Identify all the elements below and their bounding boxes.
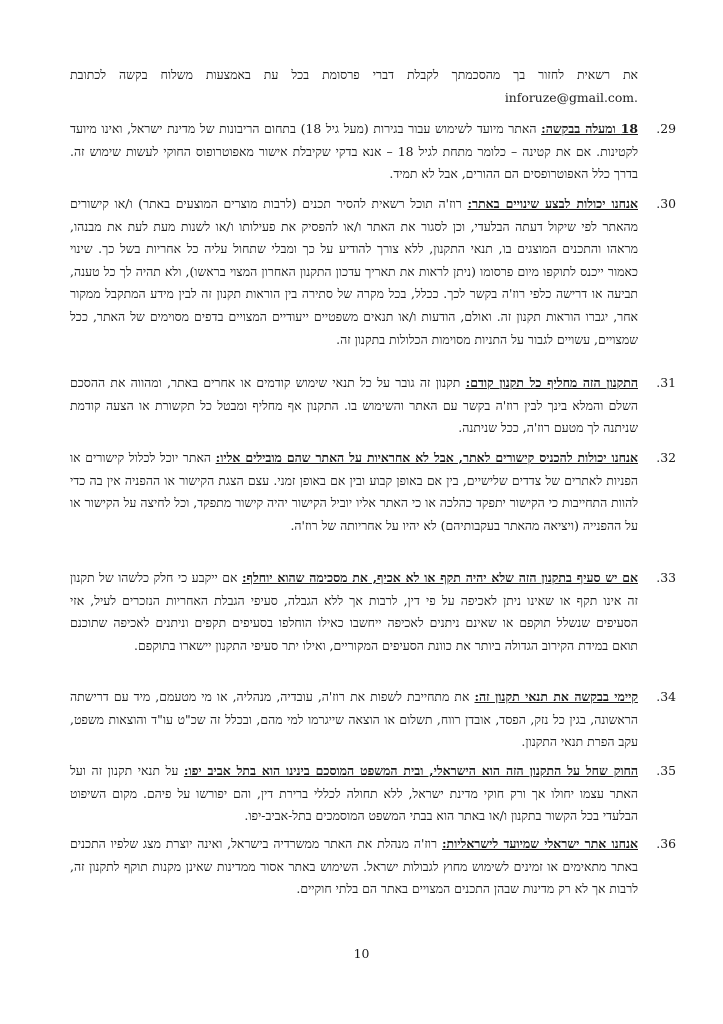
clause-text: רוז'ה מנהלת את האתר ממשרדיה בישראל, ואינה יוצרת מצג שלפיו התכנים באתר מתאימים או זמינים לשימוש מחוץ לגבולות ישראל. השימוש באתר אסור ממדינות שאינן מקנות תוקף לתקנון זה, לרבות אך לא רק מדינות שבהן התכנים המצויים באתר הם בלתי חוקיים. — [70, 836, 638, 897]
clause-heading: קיימי בבקשה את תנאי תקנון זה: — [474, 689, 638, 704]
clause-text: האתר יוכל לכלול קישורים או הפניות לאתרים של צדדים שלישיים, בין אם באופן קבוע ובין אם באופן זמני. עצם הצגת הקישור או ההפניה אין בה כדי להוות התחייבות כי הקישור יתפקד כהלכה או כי האתר אליו יוביל הקישור יהיה קישור מתפקד, וכל לחיצה על הקישור או על ההפנייה (ויציאה מהאתר בעקבותיהם) לא יהיו על אחריותה של רוז'ה. — [70, 450, 638, 533]
clause-heading: התקנון הזה מחליף כל תקנון קודם: — [465, 375, 638, 390]
clause-number: .36 — [656, 836, 676, 851]
clause-heading: אנחנו אתר ישראלי שמיועד לישראליות: — [441, 836, 638, 851]
clause-36 — [70, 833, 676, 901]
clause-text: על תנאי תקנון זה ועל האתר עצמו יחולו אך ורק חוקי מדינת ישראל, ללא תחולה לכללי ברירת דין, והם יפורשו על פיהם. מקום השיפוט הבלעדי בכל הקשור בתקנון ו/או באתר הוא בבתי המשפט המוסמכים בתל-אביב-יפו. — [70, 763, 638, 824]
clause-heading: אנחנו יכולות להכניס קישורים לאתר, אבל לא אחראיות על האתר שהם מובילים אליו: — [215, 450, 639, 465]
clause-35 — [70, 760, 676, 828]
clause-heading: אנחנו יכולות לבצע שינויים באתר: — [467, 196, 638, 211]
clause-heading: 18 ומעלה בבקשה: — [541, 121, 638, 136]
clause-32 — [70, 447, 676, 537]
clause-text: תקנון זה גובר על כל תנאי שימוש קודמים או אחרים באתר, ומהווה את ההסכם השלם והמלא בינך לבין רוז'ה בקשר עם האתר והשימוש בו. התקנון אף מחליף ומבטל כל תקשורת או הצעה קודמת שניתנה לך מטעם רוז'ה, ככל שניתנה. — [70, 375, 638, 436]
clause-31 — [70, 372, 676, 440]
clause-text: את מתחייבת לשפות את רוז'ה, עובדיה, מנהליה, או מי מטעמם, מיד עם דרישתה הראשונה, בגין כל נזק, הפסד, אובדן רווח, תשלום או הוצאה שייגרמו למי מהם, ובכלל זה שכ"ט עו"ד והוצאות משפט, עקב הפרת תנאי התקנון. — [70, 689, 638, 750]
clause-heading: אם יש סעיף בתקנון הזה שלא יהיה תקף או לא אכיף, את מסכימה שהוא יוחלף: — [241, 570, 638, 585]
page-number: 10 — [353, 946, 370, 961]
clause-number: .29 — [656, 121, 676, 136]
clause-text: האתר מיועד לשימוש עבור בגירות (מעל גיל 18) בתחום הריבונות של מדינת ישראל, ואינו מיועד לקטינות. אם את קטינה – כלומר מתחת לגיל 18 – אנא בדקי שקיבלת אישור מאפוטרופוס החוקי לעשות שימוש זה. בדרך כלל האפוטרופסים הם ההורים, אבל לא תמיד. — [70, 121, 638, 182]
clause-number: .32 — [656, 450, 676, 465]
clause-number: .33 — [656, 570, 676, 585]
clause-33 — [70, 567, 676, 657]
clause-29 — [70, 118, 676, 186]
intro-paragraph — [70, 64, 638, 109]
clause-number: .30 — [656, 196, 676, 211]
email-address[interactable]: inforuze@gmail.com. — [504, 89, 638, 105]
clause-heading: החוק שחל על התקנון הזה הוא הישראלי, ובית המשפט המוסכם בינינו הוא בתל אביב יפו: — [183, 763, 638, 778]
clause-text: רוז'ה תוכל רשאית להסיר תכנים (לרבות מוצרים המוצעים באתר) ו/או קישורים מהאתר לפי שיקול דעתה הבלעדי, וכן לסגור את האתר ו/או להפסיק את פעילותו ו/או לשנות מעת לעת את מבנהו, מראהו והתכנים המוצגים בו, תנאי התקנון, ללא צורך להודיע על כך ומבלי שתחול עליה כל אחריות בשל כך. שינוי כאמור ייכנס לתוקפו מיום פרסומו (ניתן לראות את תאריך עדכון התקנון האחרון המצוי בראשו), ולא תהיה לך כל טענה, תביעה או דרישה כלפי רוז'ה בקשר לכך. ככלל, בכל מקרה של סתירה בין הוראות תקנון זה לבין מידע המתקבל ממקור אחר, יגברו הוראות תקנון זה. ואולם, הודעות ו/או תנאים משפטיים ייעודיים המצויים בדפים מסוימים של האתר, ככל שמצויים, עשויים לגבור על התניות מסוימות הכלולות בתקנון זה. — [70, 196, 638, 347]
clause-30 — [70, 193, 676, 351]
clause-number: .31 — [656, 375, 676, 390]
intro-text: את רשאית לחזור בך מהסכמתך לקבלת דברי פרסומת בכל עת באמצעות משלוח בקשה לכתובת — [70, 67, 638, 82]
clause-34 — [70, 686, 676, 754]
clause-text: אם ייקבע כי חלק כלשהו של תקנון זה אינו תקף או שאינו ניתן לאכיפה על פי דין, לרבות אך ללא הגבלה, סעיפי הגבלת האחריות הנזכרים לעיל, אזי הסעיפים שנשלל תוקפם או שאינם ניתנים לאכיפה ייחשבו כאילו הוחלפו בסעיפים תקפים וניתנים לאכיפה שתוכנם תואם במידת הקירוב הגדולה ביותר את כוונת הסעיפים המקוריים, ואילו יתר סעיפי התקנון יישארו בתוקפם. — [70, 570, 638, 653]
clause-number: .34 — [656, 689, 676, 704]
clause-number: .35 — [656, 763, 676, 778]
